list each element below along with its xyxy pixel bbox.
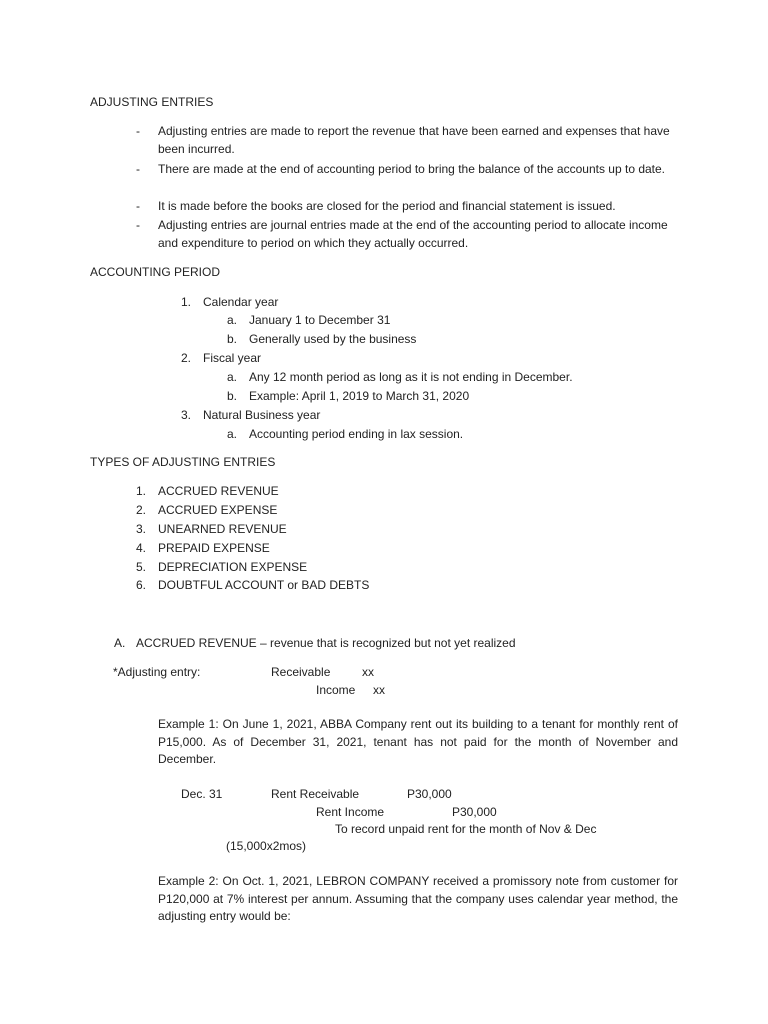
bullet-dash: - (136, 218, 140, 232)
entry-computation: (15,000x2mos) (226, 839, 307, 853)
type-item: DOUBTFUL ACCOUNT or BAD DEBTS (158, 578, 370, 592)
bullet-dash: - (136, 124, 140, 138)
bullet-item: Adjusting entries are journal entries made at the end of the accounting period to allocate income and expenditure to period on which they actually occurred. (158, 218, 668, 250)
bullet-dash: - (136, 162, 140, 176)
section-a-title: ACCRUED REVENUE – revenue that is recognized but not yet realized (136, 636, 516, 650)
list-letter: a. (227, 370, 238, 384)
heading-adjusting-entries: ADJUSTING ENTRIES (90, 95, 214, 109)
bullet-item: It is made before the books are closed for the period and financial statement is issued. (158, 199, 616, 213)
period-label: Calendar year (203, 295, 279, 309)
list-number: 3. (181, 408, 192, 422)
list-number: 3. (136, 522, 147, 536)
credit-amount: P30,000 (452, 805, 497, 819)
list-letter: a. (227, 427, 238, 441)
list-number: 2. (136, 503, 147, 517)
debit-amount: xx (362, 665, 374, 679)
list-number: 5. (136, 560, 147, 574)
section-letter: A. (114, 636, 126, 650)
credit-account: Rent Income (316, 805, 385, 819)
list-number: 6. (136, 578, 147, 592)
period-label: Natural Business year (203, 408, 321, 422)
period-detail: Example: April 1, 2019 to March 31, 2020 (249, 389, 470, 403)
example-2-text: Example 2: On Oct. 1, 2021, LEBRON COMPANY received a promissory note from customer for P120,000 at 7% interest per annum. Assuming that the company uses calendar year method, the adjusting entry would be: (158, 874, 678, 923)
type-item: DEPRECIATION EXPENSE (158, 560, 308, 574)
credit-amount: xx (373, 683, 385, 697)
debit-amount: P30,000 (407, 787, 452, 801)
period-detail: Accounting period ending in lax session. (249, 427, 464, 441)
period-detail: Any 12 month period as long as it is not ending in December. (249, 370, 573, 384)
period-detail: January 1 to December 31 (249, 313, 391, 327)
entry-date: Dec. 31 (181, 787, 223, 801)
credit-account: Income (316, 683, 356, 697)
type-item: ACCRUED REVENUE (158, 484, 279, 498)
type-item: UNEARNED REVENUE (158, 522, 287, 536)
list-number: 1. (181, 295, 192, 309)
type-item: ACCRUED EXPENSE (158, 503, 278, 517)
list-number: 4. (136, 541, 147, 555)
period-detail: Generally used by the business (249, 332, 417, 346)
debit-account: Receivable (271, 665, 331, 679)
debit-account: Rent Receivable (271, 787, 360, 801)
list-letter: b. (227, 332, 238, 346)
list-letter: a. (227, 313, 238, 327)
example-1-text: Example 1: On June 1, 2021, ABBA Company rent out its building to a tenant for monthly rent of P15,000. As of December 31, 2021, tenant has not paid for the month of November and December. (158, 717, 678, 766)
heading-accounting-period: ACCOUNTING PERIOD (90, 265, 221, 279)
period-label: Fiscal year (203, 351, 262, 365)
adjusting-entry-label: *Adjusting entry: (113, 665, 201, 679)
bullet-dash: - (136, 199, 140, 213)
bullet-item: There are made at the end of accounting period to bring the balance of the accounts up to date. (158, 162, 666, 176)
entry-explanation: To record unpaid rent for the month of Nov & Dec (335, 822, 597, 836)
type-item: PREPAID EXPENSE (158, 541, 270, 555)
list-letter: b. (227, 389, 238, 403)
list-number: 2. (181, 351, 192, 365)
bullet-item: Adjusting entries are made to report the revenue that have been earned and expenses that have been incurred. (158, 124, 670, 156)
list-number: 1. (136, 484, 147, 498)
heading-types: TYPES OF ADJUSTING ENTRIES (90, 455, 276, 469)
